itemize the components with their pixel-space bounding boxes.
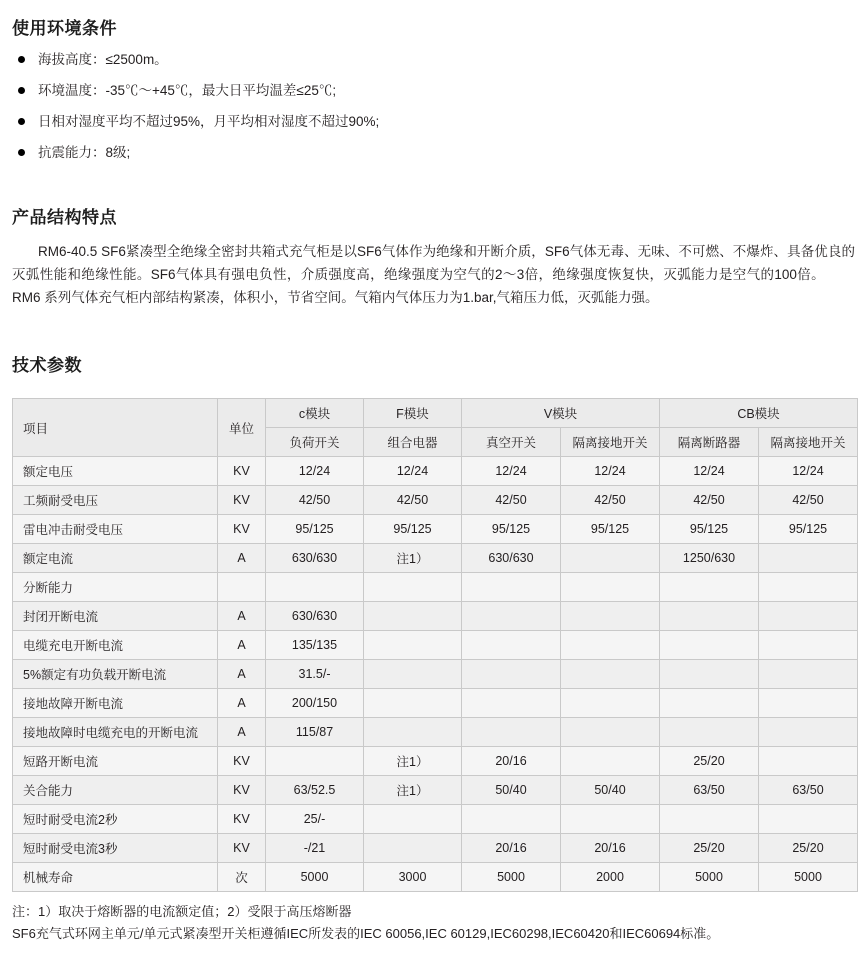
cell	[561, 747, 660, 776]
cell	[462, 631, 561, 660]
column-header-c-module: c模块	[266, 399, 364, 428]
column-subheader-isolation-earth-switch: 隔离接地开关	[561, 428, 660, 457]
cell: 31.5/-	[266, 660, 364, 689]
cell	[364, 573, 462, 602]
table-row	[13, 805, 858, 834]
row-label: 5%额定有功负载开断电流	[13, 660, 218, 689]
row-label: 封闭开断电流	[13, 602, 218, 631]
cell	[759, 689, 858, 718]
row-label: 短路开断电流	[13, 747, 218, 776]
row-unit: A	[218, 602, 266, 631]
cell: 12/24	[561, 457, 660, 486]
table-notes	[12, 901, 855, 945]
page-title-tech: 技术参数	[12, 356, 82, 376]
column-subheader-isolation-earth-switch-cb: 隔离接地开关	[759, 428, 858, 457]
row-unit: KV	[218, 486, 266, 515]
column-header-v-module: V模块	[462, 399, 660, 428]
row-label: 短时耐受电流2秒	[13, 805, 218, 834]
column-subheader-isolation-breaker: 隔离断路器	[660, 428, 759, 457]
list-item	[10, 82, 857, 101]
row-unit: A	[218, 660, 266, 689]
row-unit: A	[218, 631, 266, 660]
cell: 注1）	[364, 747, 462, 776]
cell: 5000	[266, 863, 364, 892]
cell: 42/50	[266, 486, 364, 515]
row-label: 额定电压	[13, 457, 218, 486]
cell: 95/125	[759, 515, 858, 544]
cell	[266, 747, 364, 776]
table-row	[13, 631, 858, 660]
row-unit: A	[218, 544, 266, 573]
page-title-env: 使用环境条件	[12, 19, 117, 38]
cell	[462, 718, 561, 747]
cell: 42/50	[364, 486, 462, 515]
cell: 42/50	[561, 486, 660, 515]
cell: 2000	[561, 863, 660, 892]
cell: 95/125	[462, 515, 561, 544]
cell	[561, 660, 660, 689]
cell: 25/-	[266, 805, 364, 834]
cell	[462, 689, 561, 718]
table-row	[13, 776, 858, 805]
structure-paragraph	[12, 240, 855, 310]
cell: 630/630	[266, 602, 364, 631]
row-unit	[218, 573, 266, 602]
cell	[561, 689, 660, 718]
table-header-group-row	[13, 399, 858, 428]
table-row	[13, 573, 858, 602]
row-label: 短时耐受电流3秒	[13, 834, 218, 863]
cell	[561, 602, 660, 631]
row-unit: KV	[218, 834, 266, 863]
cell	[759, 747, 858, 776]
cell: 25/20	[759, 834, 858, 863]
cell: 63/50	[660, 776, 759, 805]
cell: 95/125	[364, 515, 462, 544]
cell	[364, 805, 462, 834]
table-row	[13, 863, 858, 892]
table-row	[13, 747, 858, 776]
cell: 20/16	[462, 747, 561, 776]
cell	[660, 689, 759, 718]
row-label: 关合能力	[13, 776, 218, 805]
cell	[660, 660, 759, 689]
cell	[364, 718, 462, 747]
list-item	[10, 144, 857, 163]
column-subheader-load-switch: 负荷开关	[266, 428, 364, 457]
cell: 25/20	[660, 834, 759, 863]
cell: 12/24	[462, 457, 561, 486]
cell	[462, 660, 561, 689]
cell	[660, 602, 759, 631]
list-item-label: 环境温度：-35℃～+45℃，最大日平均温差≤25℃;	[38, 82, 337, 98]
cell	[660, 718, 759, 747]
cell: 50/40	[561, 776, 660, 805]
cell	[759, 660, 858, 689]
note-line-1: 注：1）取决于熔断器的电流额定值；2）受限于高压熔断器	[12, 904, 352, 920]
list-item-label: 海拔高度：≤2500m。	[38, 52, 168, 67]
cell: 630/630	[266, 544, 364, 573]
cell	[759, 544, 858, 573]
cell: 5000	[759, 863, 858, 892]
cell	[364, 689, 462, 718]
cell: 12/24	[266, 457, 364, 486]
cell	[364, 602, 462, 631]
cell: 95/125	[266, 515, 364, 544]
cell: 42/50	[660, 486, 759, 515]
cell: 12/24	[660, 457, 759, 486]
row-label: 额定电流	[13, 544, 218, 573]
cell	[561, 544, 660, 573]
table-row	[13, 544, 858, 573]
cell	[462, 602, 561, 631]
row-label: 接地故障时电缆充电的开断电流	[13, 718, 218, 747]
cell	[561, 573, 660, 602]
column-subheader-combination: 组合电器	[364, 428, 462, 457]
cell: 注1）	[364, 544, 462, 573]
cell: 12/24	[759, 457, 858, 486]
cell	[364, 834, 462, 863]
row-unit: A	[218, 718, 266, 747]
cell: 63/52.5	[266, 776, 364, 805]
list-item	[10, 113, 857, 132]
note-line-2: SF6充气式环网主单元/单元式紧凑型开关柜遵循IEC所发表的IEC 60056,IEC 60129,IEC60298,IEC60420和IEC60694标准。	[12, 926, 720, 942]
table-row	[13, 486, 858, 515]
cell	[462, 805, 561, 834]
cell: 1250/630	[660, 544, 759, 573]
table-row	[13, 457, 858, 486]
cell: 200/150	[266, 689, 364, 718]
list-item	[10, 51, 857, 70]
table-header	[13, 399, 858, 457]
cell: 20/16	[462, 834, 561, 863]
cell	[759, 573, 858, 602]
cell: 25/20	[660, 747, 759, 776]
cell: 95/125	[561, 515, 660, 544]
bullet-dot-icon	[18, 56, 25, 63]
structure-paragraph-2: RM6 系列气体充气柜内部结构紧凑，体积小，节省空间。气箱内气体压力为1.bar,气箱压力低，灭弧能力强。	[12, 290, 659, 305]
column-header-f-module: F模块	[364, 399, 462, 428]
column-header-cb-module: CB模块	[660, 399, 858, 428]
env-bullet-list	[10, 51, 857, 163]
cell: 5000	[660, 863, 759, 892]
bullet-dot-icon	[18, 149, 25, 156]
row-unit: 次	[218, 863, 266, 892]
column-header-item: 项目	[13, 399, 218, 457]
table-row	[13, 660, 858, 689]
cell: 630/630	[462, 544, 561, 573]
cell: 20/16	[561, 834, 660, 863]
cell	[660, 631, 759, 660]
cell: 5000	[462, 863, 561, 892]
cell	[759, 631, 858, 660]
list-item-label: 抗震能力：8级;	[38, 144, 131, 160]
cell	[462, 573, 561, 602]
column-subheader-vacuum-switch: 真空开关	[462, 428, 561, 457]
cell	[364, 631, 462, 660]
cell	[561, 805, 660, 834]
cell	[660, 805, 759, 834]
cell	[266, 573, 364, 602]
row-unit: KV	[218, 457, 266, 486]
row-unit: KV	[218, 776, 266, 805]
cell	[364, 660, 462, 689]
cell	[561, 718, 660, 747]
table-row	[13, 602, 858, 631]
row-label: 雷电冲击耐受电压	[13, 515, 218, 544]
cell: 42/50	[462, 486, 561, 515]
cell: 135/135	[266, 631, 364, 660]
cell: 注1）	[364, 776, 462, 805]
cell: 42/50	[759, 486, 858, 515]
row-unit: KV	[218, 805, 266, 834]
table-row	[13, 515, 858, 544]
row-label: 机械寿命	[13, 863, 218, 892]
cell: 3000	[364, 863, 462, 892]
cell	[759, 805, 858, 834]
table-row	[13, 689, 858, 718]
cell: 50/40	[462, 776, 561, 805]
row-label: 接地故障开断电流	[13, 689, 218, 718]
bullet-dot-icon	[18, 87, 25, 94]
cell	[759, 718, 858, 747]
cell: 95/125	[660, 515, 759, 544]
cell: 12/24	[364, 457, 462, 486]
column-header-unit: 单位	[218, 399, 266, 457]
table-row	[13, 834, 858, 863]
table-body	[13, 457, 858, 892]
list-item-label: 日相对湿度平均不超过95%，月平均相对湿度不超过90%;	[38, 113, 380, 129]
page-title-structure: 产品结构特点	[12, 207, 117, 227]
row-unit: A	[218, 689, 266, 718]
row-label: 电缆充电开断电流	[13, 631, 218, 660]
cell: 63/50	[759, 776, 858, 805]
cell	[759, 602, 858, 631]
cell: -/21	[266, 834, 364, 863]
tech-spec-table	[12, 398, 858, 892]
cell	[561, 631, 660, 660]
row-unit: KV	[218, 515, 266, 544]
row-unit: KV	[218, 747, 266, 776]
bullet-dot-icon	[18, 118, 25, 125]
table-row	[13, 718, 858, 747]
cell	[660, 573, 759, 602]
row-label: 工频耐受电压	[13, 486, 218, 515]
row-label: 分断能力	[13, 573, 218, 602]
cell: 115/87	[266, 718, 364, 747]
structure-paragraph-1: RM6‐40.5 SF6紧凑型全绝缘全密封共箱式充气柜是以SF6气体作为绝缘和开断介质，SF6气体无毒、无味、不可燃、不爆炸、具备优良的灭弧性能和绝缘性能。SF6气体具有强电负性，介质强度高，绝缘强度为空气的2～3倍，绝缘强度恢复快，灭弧能力是空气的100倍。	[12, 243, 855, 282]
